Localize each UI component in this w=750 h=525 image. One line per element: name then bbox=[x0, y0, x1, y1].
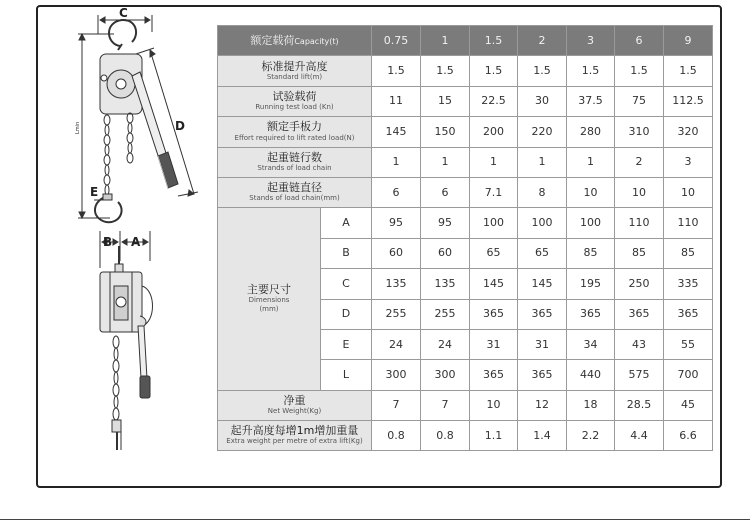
dimension-key: D bbox=[321, 299, 372, 329]
value-cell: 55 bbox=[664, 329, 713, 359]
dim-lmin-label: Lmin bbox=[75, 121, 81, 134]
value-cell: 65 bbox=[518, 238, 567, 268]
label-zh: 起重链行数 bbox=[267, 150, 322, 164]
table-row bbox=[218, 421, 713, 451]
value-cell: 6 bbox=[421, 177, 470, 207]
value-cell: 24 bbox=[421, 329, 470, 359]
value-cell: 145 bbox=[372, 117, 421, 147]
dimension-key: A bbox=[321, 208, 372, 238]
table-row bbox=[218, 390, 713, 420]
value-cell: 365 bbox=[615, 299, 664, 329]
label-en: Running test load (Kn) bbox=[255, 103, 334, 112]
value-cell: 1.5 bbox=[615, 56, 664, 86]
value-cell: 7 bbox=[421, 390, 470, 420]
value-cell: 31 bbox=[470, 329, 518, 359]
value-cell: 365 bbox=[567, 299, 615, 329]
value-cell: 300 bbox=[421, 360, 470, 390]
label-zh: 标准提升高度 bbox=[261, 59, 328, 73]
value-cell: 1 bbox=[567, 147, 615, 177]
value-cell: 365 bbox=[470, 299, 518, 329]
value-cell: 145 bbox=[470, 269, 518, 299]
value-cell: 110 bbox=[615, 208, 664, 238]
value-cell: 10 bbox=[664, 177, 713, 207]
value-cell: 112.5 bbox=[664, 86, 713, 116]
value-cell: 45 bbox=[664, 390, 713, 420]
value-cell: 7.1 bbox=[470, 177, 518, 207]
label-zh: 试验载荷 bbox=[272, 90, 317, 104]
value-cell: 10 bbox=[615, 177, 664, 207]
value-cell: 75 bbox=[615, 86, 664, 116]
value-cell: 85 bbox=[615, 238, 664, 268]
value-cell: 365 bbox=[518, 299, 567, 329]
dim-a-label: A bbox=[131, 235, 141, 249]
value-cell: 12 bbox=[518, 390, 567, 420]
row-label bbox=[218, 421, 372, 451]
value-cell: 0.8 bbox=[421, 421, 470, 451]
dimension-key: E bbox=[321, 329, 372, 359]
label-en: Capacity(t) bbox=[294, 36, 339, 46]
value-cell: 6.6 bbox=[664, 421, 713, 451]
value-cell: 1.5 bbox=[518, 56, 567, 86]
bottom-rule bbox=[0, 519, 750, 520]
label-en: Standard lift(m) bbox=[266, 72, 323, 81]
value-cell: 0.75 bbox=[372, 26, 421, 56]
row-label bbox=[218, 147, 372, 177]
row-label bbox=[218, 26, 372, 56]
value-cell: 195 bbox=[567, 269, 615, 299]
header-row bbox=[218, 26, 713, 56]
value-cell: 3 bbox=[664, 147, 713, 177]
value-cell: 10 bbox=[567, 177, 615, 207]
dim-e-label: E bbox=[90, 185, 99, 199]
table-row bbox=[218, 177, 713, 207]
value-cell: 700 bbox=[664, 360, 713, 390]
value-cell: 85 bbox=[567, 238, 615, 268]
value-cell: 1 bbox=[470, 147, 518, 177]
dimension-row bbox=[218, 208, 713, 238]
value-cell: 1.5 bbox=[470, 26, 518, 56]
value-cell: 60 bbox=[372, 238, 421, 268]
value-cell: 1.5 bbox=[421, 56, 470, 86]
value-cell: 37.5 bbox=[567, 86, 615, 116]
value-cell: 7 bbox=[372, 390, 421, 420]
value-cell: 1 bbox=[518, 147, 567, 177]
value-cell: 255 bbox=[372, 299, 421, 329]
value-cell: 1 bbox=[372, 147, 421, 177]
label-zh: 额定手板力 bbox=[267, 120, 322, 134]
value-cell: 1.5 bbox=[470, 56, 518, 86]
dimension-key: L bbox=[321, 360, 372, 390]
dimension-key: C bbox=[321, 269, 372, 299]
value-cell: 300 bbox=[372, 360, 421, 390]
dimensions-zh: 主要尺寸 bbox=[247, 283, 291, 297]
label-zh: 起升高度每增1m增加重量 bbox=[230, 424, 359, 438]
value-cell: 255 bbox=[421, 299, 470, 329]
value-cell: 575 bbox=[615, 360, 664, 390]
value-cell: 365 bbox=[518, 360, 567, 390]
value-cell: 365 bbox=[470, 360, 518, 390]
row-label bbox=[218, 86, 372, 116]
row-label bbox=[218, 117, 372, 147]
label-zh: 净重 bbox=[283, 393, 306, 407]
value-cell: 0.8 bbox=[372, 421, 421, 451]
label-zh: 额定载荷 bbox=[250, 33, 295, 47]
value-cell: 11 bbox=[372, 86, 421, 116]
value-cell: 280 bbox=[567, 117, 615, 147]
row-label bbox=[218, 390, 372, 420]
value-cell: 365 bbox=[664, 299, 713, 329]
row-label bbox=[218, 56, 372, 86]
value-cell: 1 bbox=[421, 147, 470, 177]
dim-b-label: B bbox=[103, 235, 113, 249]
value-cell: 6 bbox=[372, 177, 421, 207]
table-row bbox=[218, 117, 713, 147]
value-cell: 15 bbox=[421, 86, 470, 116]
dimensions-label bbox=[218, 208, 321, 390]
spec-table bbox=[217, 25, 713, 451]
value-cell: 65 bbox=[470, 238, 518, 268]
label-en: Stands of load chain(mm) bbox=[249, 194, 340, 203]
value-cell: 145 bbox=[518, 269, 567, 299]
value-cell: 150 bbox=[421, 117, 470, 147]
value-cell: 320 bbox=[664, 117, 713, 147]
value-cell: 95 bbox=[421, 208, 470, 238]
dimension-key: B bbox=[321, 238, 372, 268]
value-cell: 100 bbox=[518, 208, 567, 238]
label-en: Net Weight(Kg) bbox=[267, 407, 322, 416]
table-row bbox=[218, 86, 713, 116]
value-cell: 220 bbox=[518, 117, 567, 147]
value-cell: 1.5 bbox=[372, 56, 421, 86]
value-cell: 1.5 bbox=[567, 56, 615, 86]
row-label bbox=[218, 177, 372, 207]
table-row bbox=[218, 147, 713, 177]
value-cell: 9 bbox=[664, 26, 713, 56]
value-cell: 2.2 bbox=[567, 421, 615, 451]
label-en: Effort required to lift rated load(N) bbox=[234, 133, 355, 142]
value-cell: 250 bbox=[615, 269, 664, 299]
value-cell: 100 bbox=[470, 208, 518, 238]
label-zh: 起重链直径 bbox=[267, 181, 322, 195]
value-cell: 18 bbox=[567, 390, 615, 420]
value-cell: 24 bbox=[372, 329, 421, 359]
value-cell: 22.5 bbox=[470, 86, 518, 116]
lever-hoist-drawing bbox=[74, 6, 209, 451]
value-cell: 10 bbox=[470, 390, 518, 420]
value-cell: 30 bbox=[518, 86, 567, 116]
value-cell: 6 bbox=[615, 26, 664, 56]
value-cell: 440 bbox=[567, 360, 615, 390]
table-row bbox=[218, 56, 713, 86]
dim-c-label: C bbox=[119, 6, 128, 20]
value-cell: 335 bbox=[664, 269, 713, 299]
value-cell: 1.5 bbox=[664, 56, 713, 86]
dim-d-label: D bbox=[175, 119, 185, 133]
value-cell: 8 bbox=[518, 177, 567, 207]
value-cell: 3 bbox=[567, 26, 615, 56]
value-cell: 28.5 bbox=[615, 390, 664, 420]
dimensions-en: Dimensions bbox=[248, 296, 290, 305]
value-cell: 1.4 bbox=[518, 421, 567, 451]
value-cell: 110 bbox=[664, 208, 713, 238]
label-en: Strands of load chain bbox=[257, 163, 332, 172]
value-cell: 4.4 bbox=[615, 421, 664, 451]
value-cell: 31 bbox=[518, 329, 567, 359]
value-cell: 200 bbox=[470, 117, 518, 147]
value-cell: 1 bbox=[421, 26, 470, 56]
value-cell: 60 bbox=[421, 238, 470, 268]
value-cell: 135 bbox=[421, 269, 470, 299]
value-cell: 310 bbox=[615, 117, 664, 147]
value-cell: 34 bbox=[567, 329, 615, 359]
value-cell: 1.1 bbox=[470, 421, 518, 451]
value-cell: 135 bbox=[372, 269, 421, 299]
value-cell: 100 bbox=[567, 208, 615, 238]
value-cell: 85 bbox=[664, 238, 713, 268]
value-cell: 2 bbox=[518, 26, 567, 56]
label-en: Extra weight per metre of extra lift(Kg) bbox=[226, 437, 363, 446]
value-cell: 2 bbox=[615, 147, 664, 177]
dimensions-unit: (mm) bbox=[259, 305, 279, 314]
value-cell: 95 bbox=[372, 208, 421, 238]
value-cell: 43 bbox=[615, 329, 664, 359]
